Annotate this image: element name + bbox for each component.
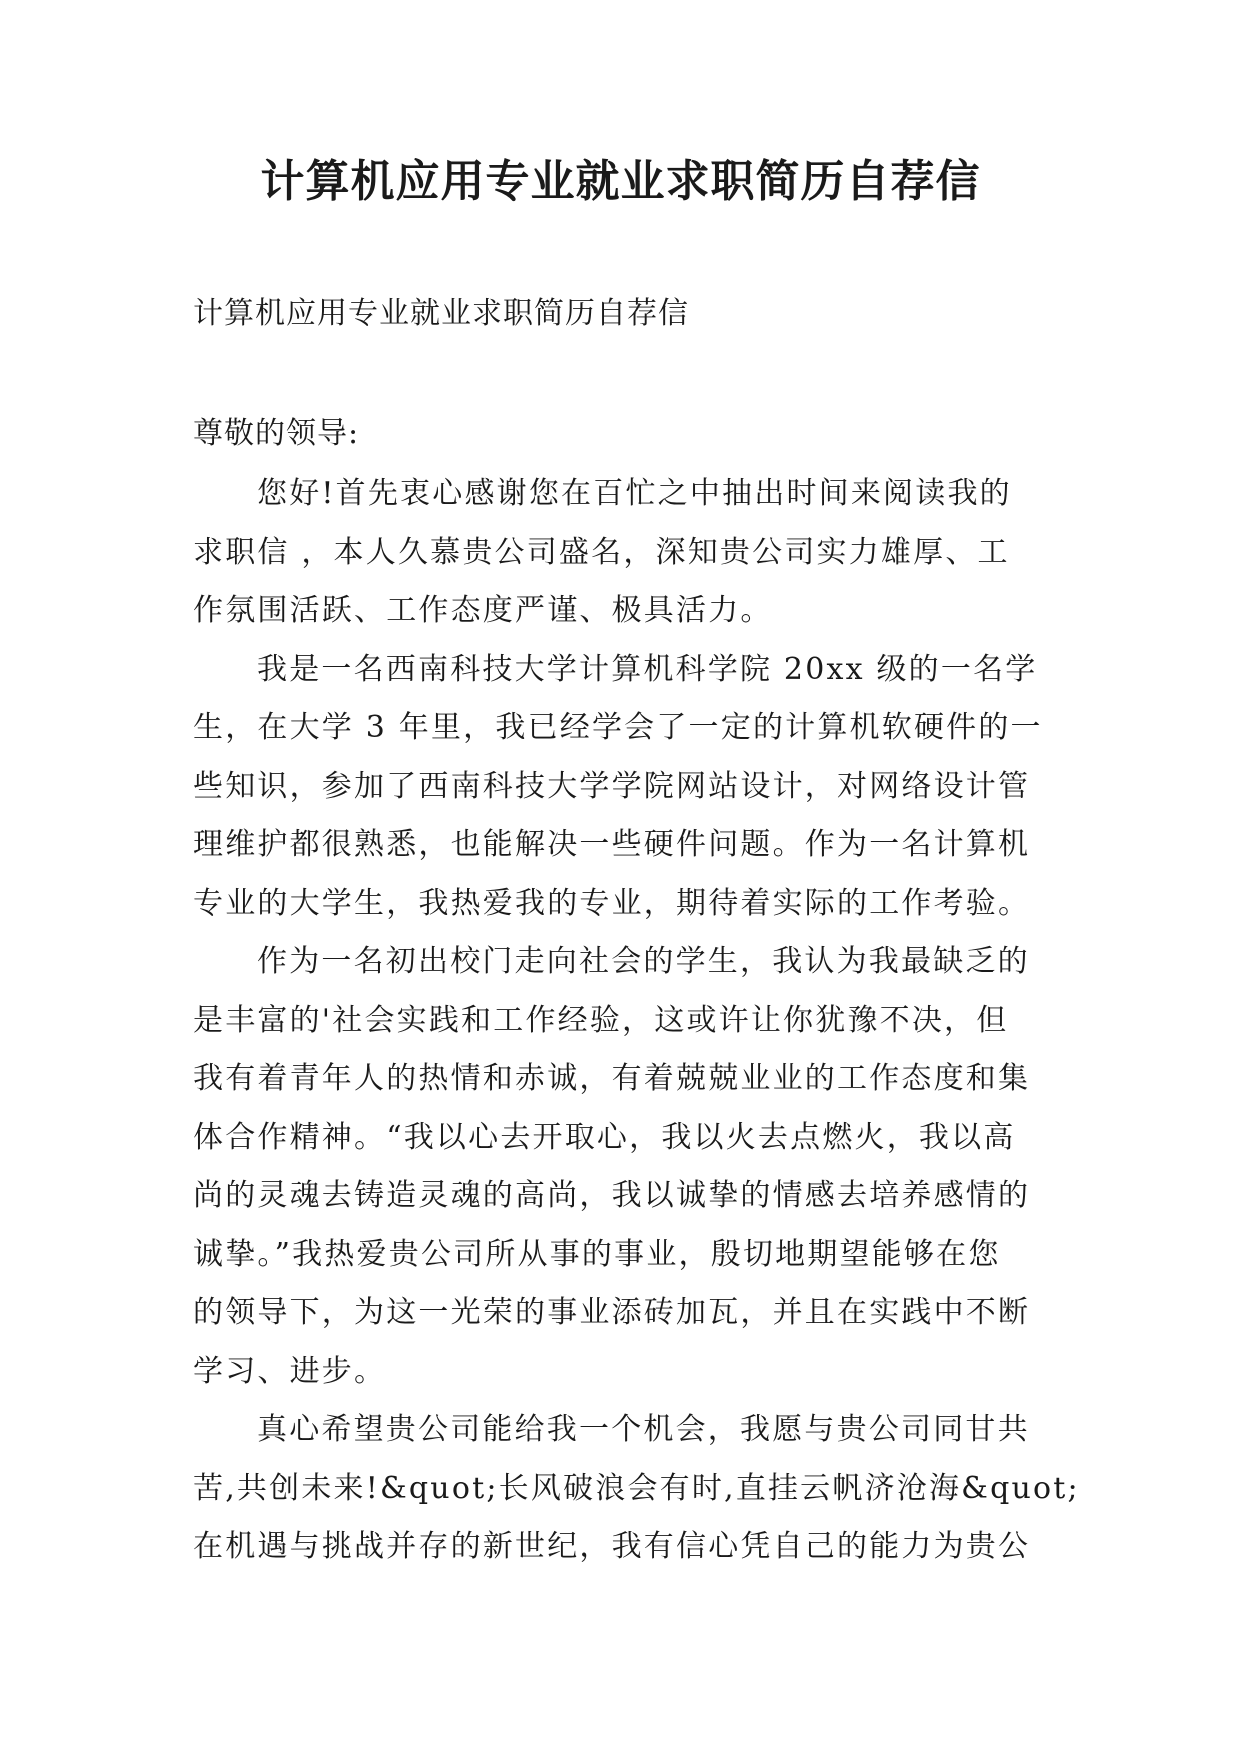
paragraph-closing <box>193 1401 1080 1577</box>
paragraph-line: 学习、进步。 <box>193 1353 387 1389</box>
paragraph-line: 生，在大学 3 年里，我已经学会了一定的计算机软硬件的一 <box>193 710 1043 745</box>
paragraph-introduction <box>193 641 1073 934</box>
document-subtitle: 计算机应用专业就业求职简历自荐信 <box>193 296 689 331</box>
paragraph-greeting <box>193 465 1073 641</box>
salutation: 尊敬的领导: <box>193 416 360 451</box>
paragraph-line: 我有着青年人的热情和赤诚，有着兢兢业业的工作态度和集 <box>193 1061 1031 1096</box>
paragraph-line: 是丰富的'社会实践和工作经验，这或许让你犹豫不决，但 <box>193 1002 1009 1038</box>
paragraph-line: 我是一名西南科技大学计算机科学院 20xx 级的一名学 <box>257 651 1038 687</box>
paragraph-line: 苦,共创未来!&quot;长风破浪会有时,直挂云帆济沧海&quot; <box>193 1470 1080 1506</box>
paragraph-line: 的领导下，为这一光荣的事业添砖加瓦，并且在实践中不断 <box>193 1295 1031 1330</box>
paragraph-experience <box>193 933 1073 1401</box>
paragraph-line: 在机遇与挑战并存的新世纪，我有信心凭自己的能力为贵公 <box>193 1529 1031 1564</box>
paragraph-line: 您好!首先衷心感谢您在百忙之中抽出时间来阅读我的 <box>257 476 1012 511</box>
document-title: 计算机应用专业就业求职简历自荐信 <box>260 156 981 207</box>
paragraph-line: 作氛围活跃、工作态度严谨、极具活力。 <box>193 593 773 628</box>
paragraph-line: 体合作精神。“我以心去开取心，我以火去点燃火，我以高 <box>193 1119 1016 1155</box>
paragraph-line: 专业的大学生，我热爱我的专业，期待着实际的工作考验。 <box>193 885 1031 921</box>
paragraph-line: 理维护都很熟悉，也能解决一些硬件问题。作为一名计算机 <box>193 827 1031 862</box>
letter-body <box>193 465 1080 1577</box>
paragraph-line: 尚的灵魂去铸造灵魂的高尚，我以诚挚的情感去培养感情的 <box>193 1178 1031 1213</box>
paragraph-line: 真心希望贵公司能给我一个机会，我愿与贵公司同甘共 <box>257 1412 1030 1447</box>
paragraph-line: 求职信 ，本人久慕贵公司盛名，深知贵公司实力雄厚、工 <box>193 534 1010 570</box>
paragraph-line: 些知识，参加了西南科技大学学院网站设计，对网络设计管 <box>193 768 1031 804</box>
paragraph-line: 作为一名初出校门走向社会的学生，我认为我最缺乏的 <box>257 944 1030 979</box>
paragraph-line: 诚挚。”我热爱贵公司所从事的事业，殷切地期望能够在您 <box>193 1236 1001 1272</box>
